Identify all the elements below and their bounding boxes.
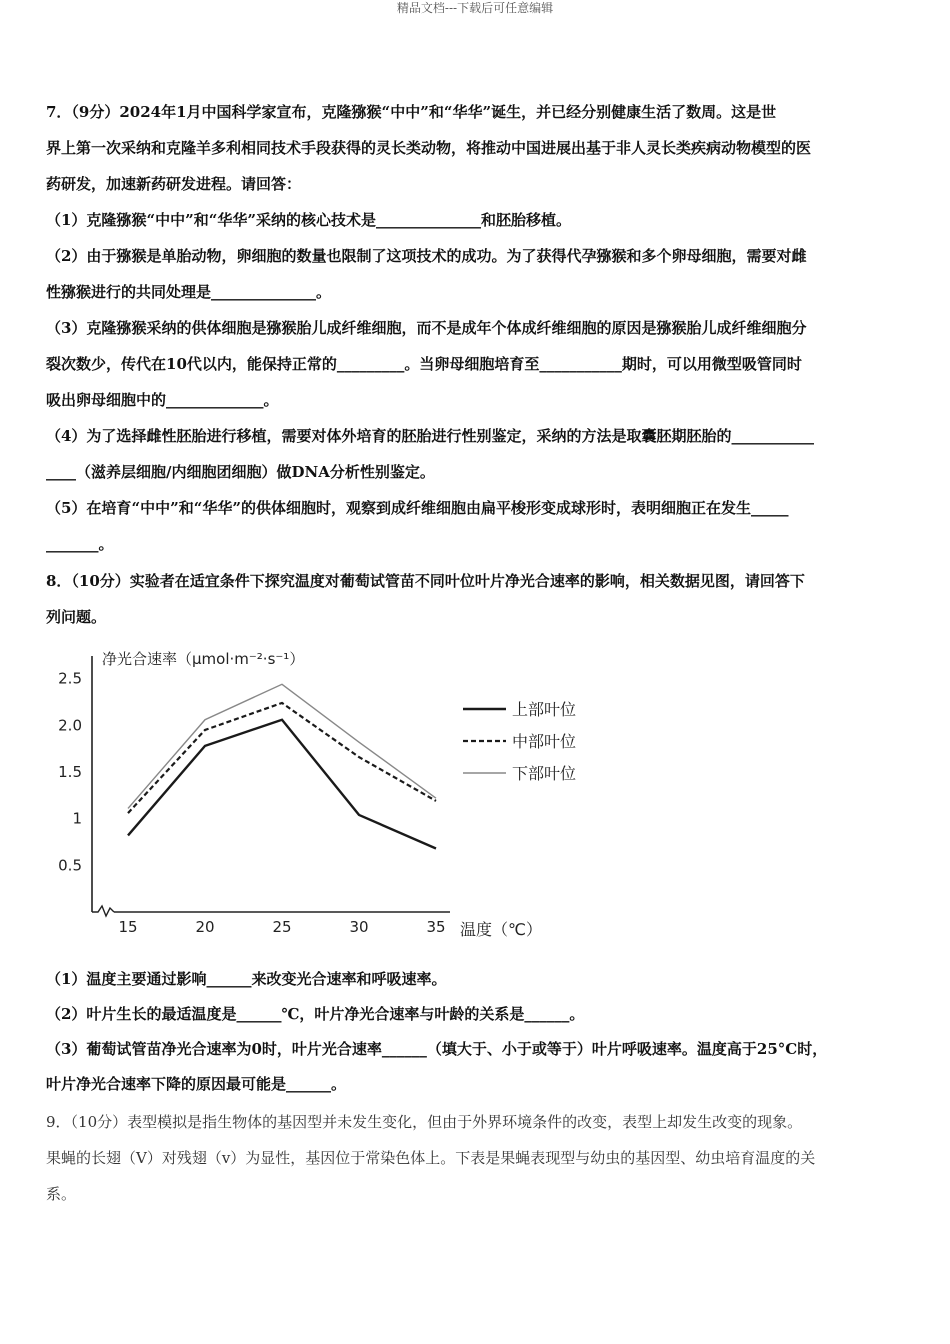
legend-label: 上部叶位 (512, 700, 577, 719)
question-8-subquestions (46, 962, 906, 1102)
q7-line: 7．（9分）2024年1月中国科学家宣布，克隆猕猴“中中”和“华华”诞生，并已经分别健康生活了数周。这是世 (46, 103, 777, 121)
y-tick-labels (58, 670, 82, 875)
x-tick-label: 25 (272, 918, 292, 936)
x-tick-label: 35 (426, 918, 446, 936)
q9-line: 系。 (46, 1185, 77, 1203)
q8-sub-line: （1）温度主要通过影响______来改变光合速率和呼吸速率。 (46, 970, 447, 988)
chart-legend (463, 700, 576, 783)
q7-line: ____（滋养层细胞/内细胞团细胞）做DNA分析性别鉴定。 (46, 463, 435, 481)
q8-sub-line: （2）叶片生长的最适温度是______℃，叶片净光合速率与叶龄的关系是______。 (46, 1005, 585, 1023)
y-tick-label: 1.5 (58, 763, 82, 781)
q8-sub-line: 叶片净光合速率下降的原因最可能是______。 (46, 1075, 347, 1093)
x-tick-label: 30 (349, 918, 369, 936)
axis-break-mark (92, 906, 114, 916)
x-tick-label: 15 (118, 918, 138, 936)
q7-line: （4）为了选择雌性胚胎进行移植，需要对体外培育的胚胎进行性别鉴定，采纳的方法是取囊胚期胚胎的___________ (46, 427, 814, 445)
q7-line: 药研发，加速新药研发进程。请回答： (46, 175, 302, 193)
y-tick-label: 0.5 (58, 856, 82, 875)
legend-label: 中部叶位 (512, 732, 577, 751)
question-9 (46, 1104, 906, 1212)
q9-line: 9．（10分）表型模拟是指生物体的基因型并未发生变化，但由于外界环境条件的改变，表型上却发生改变的现象。 (46, 1113, 803, 1131)
q7-line: 界上第一次采纳和克隆羊多利相同技术手段获得的灵长类动物，将推动中国进展出基于非人灵长类疾病动物模型的医 (46, 139, 812, 157)
q8-line: 列问题。 (46, 608, 107, 626)
x-tick-labels (118, 918, 445, 936)
q7-line: 吸出卵母细胞中的_____________。 (46, 391, 279, 409)
y-tick-label: 2.0 (58, 716, 82, 735)
y-tick-label: 1 (72, 809, 82, 828)
y-axis-label: 净光合速率（μmol·m⁻²·s⁻¹） (102, 650, 305, 668)
header-watermark: 精品文档---下载后可任意编辑 (396, 1, 554, 15)
q7-line: （3）克隆猕猴采纳的供体细胞是猕猴胎儿成纤维细胞，而不是成年个体成纤维细胞的原因是猕猴胎儿成纤维细胞分 (46, 319, 807, 337)
q7-line: （5）在培育“中中”和“华华”的供体细胞时，观察到成纤维细胞由扁平梭形变成球形时，表明细胞正在发生_____ (46, 499, 789, 517)
q8-sub-line: （3）葡萄试管苗净光合速率为0时，叶片光合速率______（填大于、小于或等于）叶片呼吸速率。温度高于25°C时， (46, 1040, 828, 1058)
q7-line: 裂次数少，传代在10代以内，能保持正常的_________。当卵母细胞培育至___________期时，可以用微型吸管同时 (46, 355, 802, 373)
line-chart (40, 640, 600, 950)
q7-line: （2）由于猕猴是单胎动物，卵细胞的数量也限制了这项技术的成功。为了获得代孕猕猴和多个卵母细胞，需要对雌 (46, 247, 807, 265)
x-tick-label: 20 (195, 918, 215, 936)
series-lines (128, 684, 436, 848)
question-8 (46, 563, 906, 635)
q8-line: 8．（10分）实验者在适宜条件下探究温度对葡萄试管苗不同叶位叶片净光合速率的影响，相关数据见图，请回答下 (46, 572, 805, 590)
y-tick-label: 2.5 (58, 669, 82, 688)
x-axis-label: 温度（℃） (460, 920, 542, 939)
q9-line: 果蝇的长翅（V）对残翅（v）为显性，基因位于常染色体上。下表是果蝇表现型与幼虫的基因型、幼虫培育温度的关 (46, 1149, 816, 1167)
q7-line: _______。 (46, 535, 114, 553)
legend-label: 下部叶位 (512, 764, 577, 783)
chart-axes (92, 656, 450, 916)
question-7 (46, 94, 906, 562)
q7-line: 性猕猴进行的共同处理是______________。 (46, 283, 332, 301)
q7-line: （1）克隆猕猴“中中”和“华华”采纳的核心技术是______________和胚胎移植。 (46, 211, 571, 229)
series-line-0 (128, 720, 436, 849)
